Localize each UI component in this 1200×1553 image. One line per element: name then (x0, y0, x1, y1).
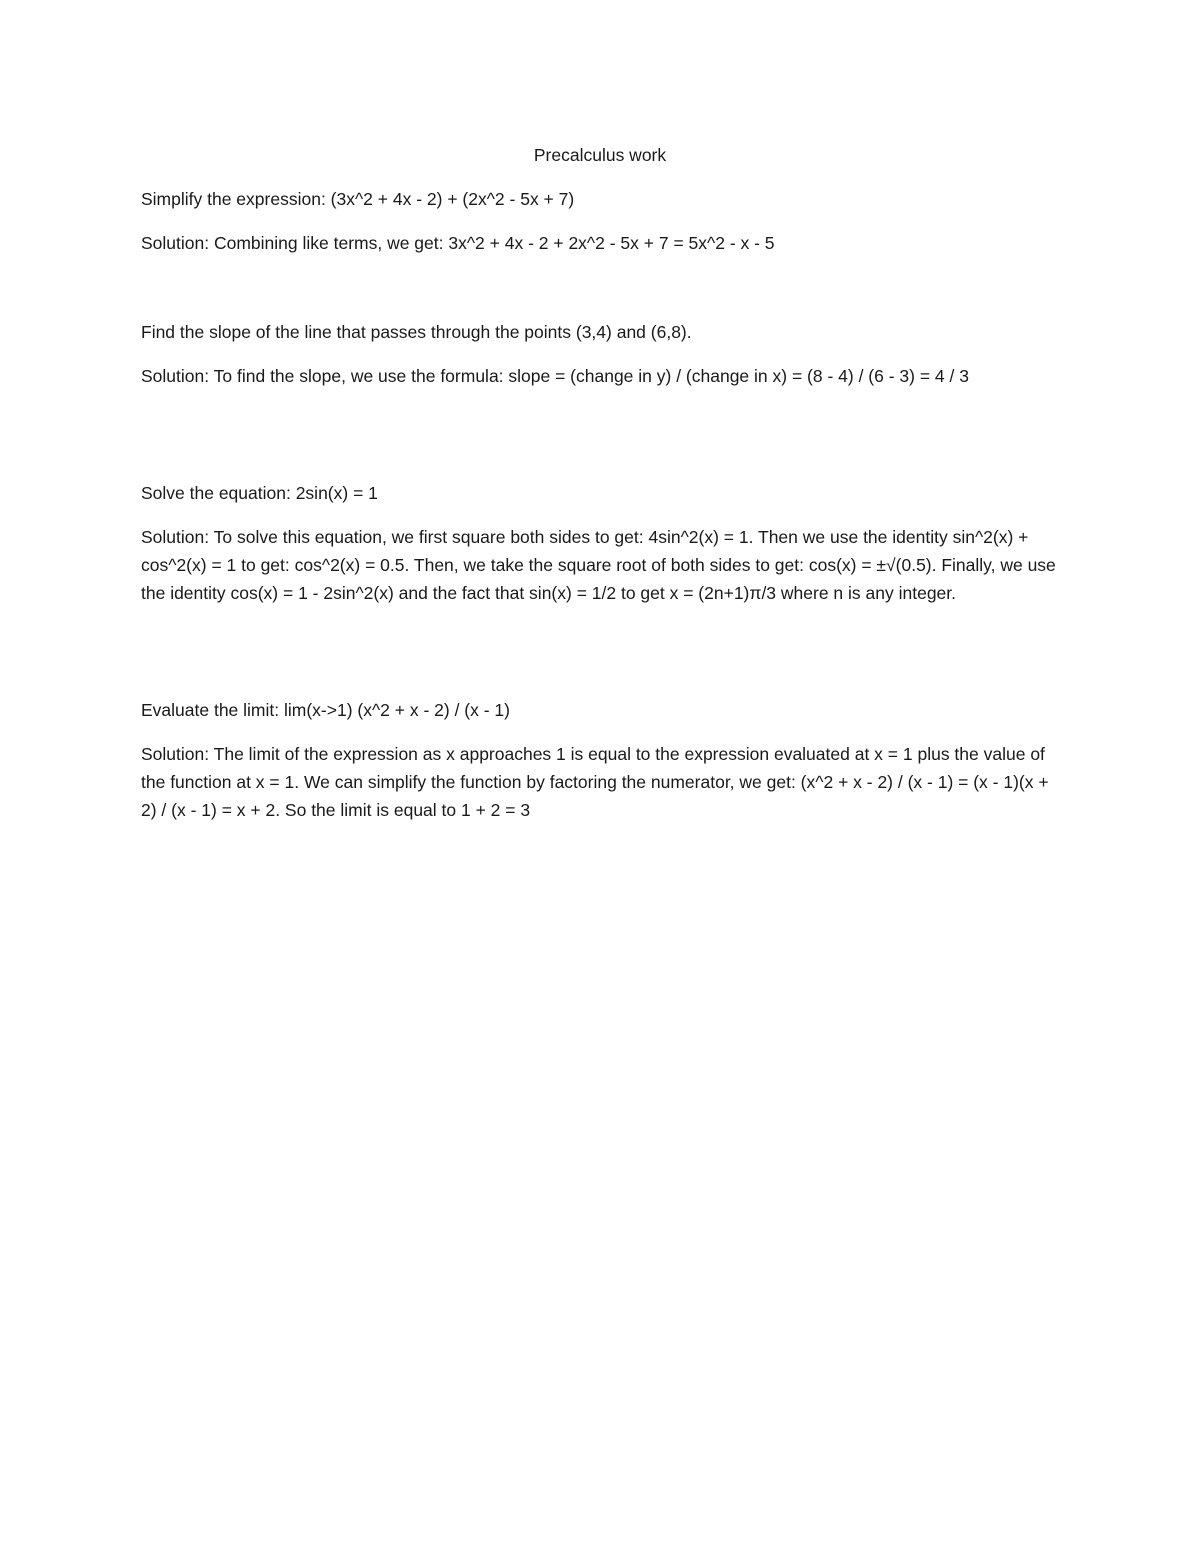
problem-2-question: Find the slope of the line that passes through the points (3,4) and (6,8). (141, 322, 692, 342)
problem-4-solution: Solution: The limit of the expression as x approaches 1 is equal to the expression evaluated at x = 1 plus the value of the function at x = 1. We can simplify the function by factoring the numerator, we get: (x^2 + x - 2) / (x - 1) = (x - 1)(x + 2) / (x - 1) = x + 2. So the limit is equal to 1 + 2 = 3 (141, 744, 1049, 820)
problem-4-question: Evaluate the limit: lim(x->1) (x^2 + x - 2) / (x - 1) (141, 700, 510, 720)
problem-3-solution: Solution: To solve this equation, we first square both sides to get: 4sin^2(x) = 1. Then we use the identity sin^2(x) + cos^2(x) = 1 to get: cos^2(x) = 0.5. Then, we take the square root of both sides to get: cos(x) = ±√(0.5). Finally, we use the identity cos(x) = 1 - 2sin^2(x) and the fact that sin(x) = 1/2 to get x = (2n+1)π/3 where n is any integer. (141, 527, 1056, 603)
problem-1-solution: Solution: Combining like terms, we get: 3x^2 + 4x - 2 + 2x^2 - 5x + 7 = 5x^2 - x - 5 (141, 233, 775, 253)
problem-3-question: Solve the equation: 2sin(x) = 1 (141, 483, 378, 503)
problem-2-solution: Solution: To find the slope, we use the formula: slope = (change in y) / (change in x) = (8 - 4) / (6 - 3) = 4 / 3 (141, 366, 969, 386)
problem-1-question: Simplify the expression: (3x^2 + 4x - 2) + (2x^2 - 5x + 7) (141, 189, 575, 209)
document-title: Precalculus work (533, 145, 667, 165)
